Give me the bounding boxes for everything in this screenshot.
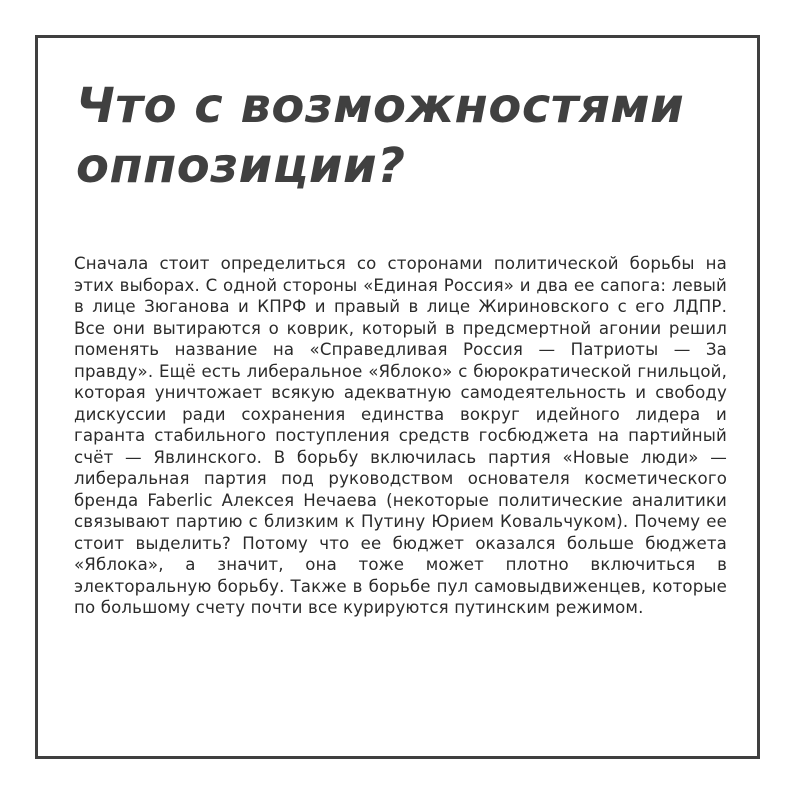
article-body: Сначала стоит определиться со сторонами политической борьбы на этих выборах. С одной стороны «Единая Россия» и два ее сапога: левый в лице Зюганова и КПРФ и правый в лице Жириновского с его ЛДПР. Все они вытираются о коврик, который в предсмертной агонии решил поменять название на «Справедливая Россия — Патриоты — За правду». Ещё есть либеральное «Яблоко» с бюрократической гнильцой, которая уничтожает всякую адекватную самодеятельность и свободу дискуссии ради сохранения единства вокруг идейного лидера и гаранта стабильного поступления средств госбюджета на партийный счёт — Явлинского. В борьбу включилась партия «Новые люди» — либеральная партия под руководством основателя косметического бренда Faberlic Алексея Нечаева (некоторые политические аналитики связывают партию с близким к Путину Юрием Ковальчуком). Почему ее стоит выделить? Потому что ее бюджет оказался больше бюджета «Яблока», а значит, она тоже может плотно включиться в электоральную борьбу. Также в борьбе пул самовыдвиженцев, которые по большому счету почти все курируются путинским режимом. <box>74 254 727 617</box>
article-title: Что с возможностями оппозиции? <box>76 78 685 194</box>
